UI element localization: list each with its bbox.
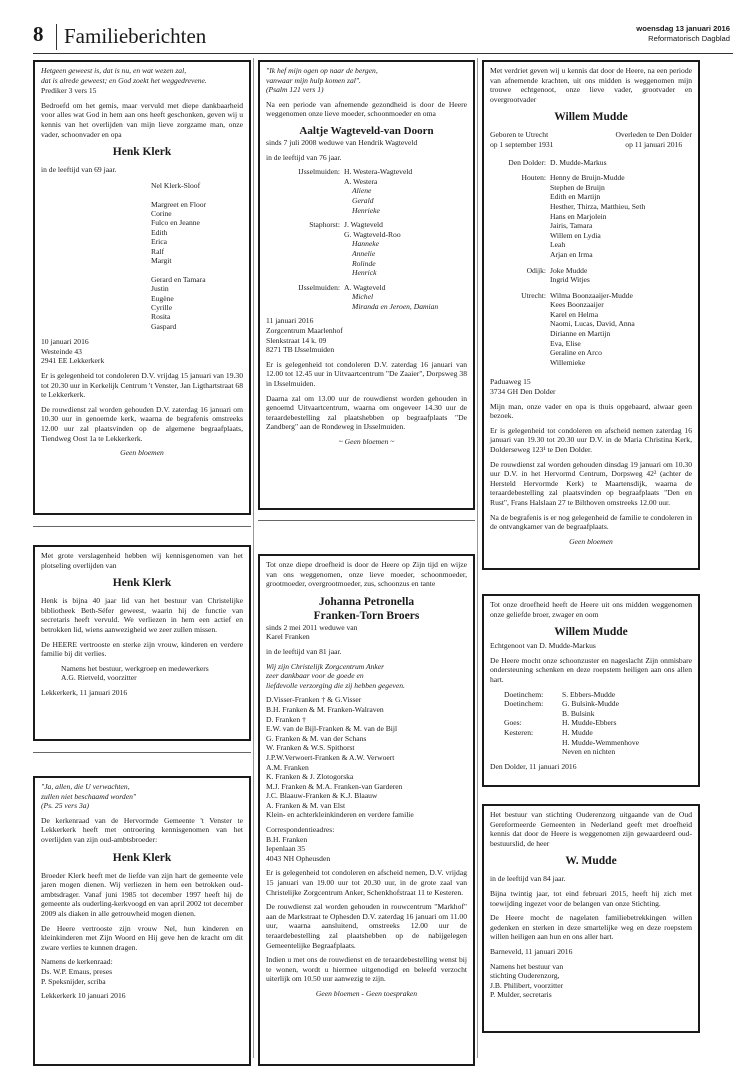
death-notice-franken <box>258 554 475 1066</box>
notice-intro: Met verdriet geven wij u kennis dat door de Heere, na een periode van afnemende krachten, uit ons midden is weggenomen mijn trouwe echtgenoot, onze lieve vader, grootvader en overgrootvader <box>490 66 692 104</box>
age: in de leeftijd van 81 jaar. <box>266 646 342 656</box>
family-list: D.Visser-Franken † & G.Visser B.H. Franken & M. Franken-Walraven D. Franken † E.W. van de Bijl-Franken & M. van de Bijl G. Franken & M. van der Schans W. Franken & W.S. Spithorst J.P.W.Verwoert-Franken & A.W. Verwoert A.M. Franken K. Franken & J. Zlotogorska M.J. Franken & M.A. Franken-van Garderen J.C. Blaauw-Franken & K.J. Blaauw A. Franken & M. van Elst Klein- en achterkleinkinderen en verdere familie <box>266 695 414 820</box>
place-date: Lekkerkerk, 11 januari 2016 <box>41 687 128 697</box>
death-notice-willem-mudde-family <box>482 60 700 570</box>
family-odijk: Odijk: Joke Mudde Ingrid Witjes <box>526 265 590 285</box>
relative-row: Doetinchem: G. Bulsink-Mudde <box>504 699 619 709</box>
bible-quote: Hetgeen geweest is, dat is nu, en wat wezen zal, dat is alrede geweest; en God zoekt het weggedrevene. <box>41 66 207 85</box>
notice-intro: Na een periode van afnemende gezondheid is door de Heere weggenomen onze lieve moeder, schoonmoeder en oma <box>266 99 467 119</box>
death-info: Overleden te Den Dolder op 11 januari 2016 <box>615 130 692 149</box>
service-info: De rouwdienst zal worden gehouden dinsdag 19 januari om 10.30 uur D.V. in het Hervormd Centrum, Dorpsweg 42² (achter de Hersteld Hervormde Kerk) te Maartensdijk, waarna de teraardebestelling zal plaatsvinden op begraafplaats "Den en Rust", Frans Halslaan 27 te Bilthoven omstreeks 12.00 uur. <box>490 459 692 507</box>
relative-row: B. Bulsink <box>562 708 595 718</box>
row-divider <box>258 520 475 521</box>
header-divider <box>56 24 57 50</box>
death-notice-ouderenzorg <box>482 804 700 1033</box>
death-notice-wagteveld <box>258 60 475 510</box>
service-info: De rouwdienst zal worden gehouden D.V. zaterdag 16 januari om 10.30 uur in genoemde kerk, waarna de begrafenis omstreeks 12.00 uur zal plaatsvinden op de algemene begraafplaats, Tiendweg Oost 1a te Lekkerkerk. <box>41 404 243 443</box>
signature: Namens het bestuur, werkgroep en medewerkers A.G. Rietveld, voorzitter <box>61 663 209 683</box>
notice-intro: De kerkenraad van de Hervormde Gemeente 't Venster te Lekkerkerk heeft met ontroering kennisgenomen van het overlijden van zijn oud-ambtsbroeder: <box>41 815 243 844</box>
header-date: woensdag 13 januari 2016 <box>636 24 730 33</box>
deceased-name: W. Mudde <box>565 855 617 868</box>
signature: Namens het bestuur van stichting Ouderenzorg, J.B. Philibert, voorzitter P. Mulder, secretaris <box>490 961 564 1000</box>
birth-death <box>490 130 692 149</box>
notice-intro: Het bestuur van stichting Ouderenzorg uitgaande van de Oud Gereformeerde Gemeenten in Nederland geeft met droefheid kennis dat door de Heere is weggenomen zijn gewaardeerd oud-bestuurslid, de heer <box>490 810 692 848</box>
page-header <box>33 18 733 52</box>
address: 10 januari 2016 Westeinde 43 2941 EE Lekkerkerk <box>41 337 105 366</box>
family-ijsselmuiden-2: IJsselmuiden: A. Wagteveld Michel Miranda en Jeroen, Damian <box>298 282 439 311</box>
body: Henk is bijna 40 jaar lid van het bestuur van Christelijke bibliotheek Beth-Séfer geweest, waarin hij de functie van secretaris heeft vervuld. We verliezen in hem een actief en betrokken lid, wiens aanwezigheid we zeer zullen missen. <box>41 596 243 634</box>
notice-intro: Tot onze droefheid heeft de Heere uit ons midden weggenomen onze geliefde broer, zwager en oom <box>490 600 692 619</box>
condolence-info: Er is gelegenheid tot condoleren en afscheid nemen, D.V. vrijdag 15 januari van 19.00 uur tot 20.30 uur, in de grote zaal van Christelijke Zorgcentrum Anker, Schenkhofstraat 11 te Kesteren. <box>266 868 467 897</box>
deceased-name: Johanna Petronella Franken-Torn Broers <box>313 595 420 622</box>
family-ijsselmuiden-1: IJsselmuiden: H. Westera-Wagteveld A. Westera Aliene Gerald Henrieke <box>298 167 413 215</box>
body: Bijna twintig jaar, tot eind februari 2015, heeft hij zich met toewijding ingezet voor de belangen van onze Stichting. <box>490 888 692 908</box>
wish: De Heere vertrooste zijn vrouw Nel, hun kinderen en kleinkinderen met Zijn Woord en Hij geve hen de kracht om dit zware verlies te kunnen dragen. <box>41 923 243 952</box>
after-funeral-info: Na de begrafenis is er nog gelegenheid de familie te condoleren in de ontvangkamer van de begraafplaats. <box>490 512 692 532</box>
relative-row: Neven en nichten <box>562 747 616 757</box>
spouse-info: Echtgenoot van D. Mudde-Markus <box>490 641 596 651</box>
deceased-name: Henk Klerk <box>112 577 172 590</box>
column-divider <box>477 58 478 1058</box>
deceased-name: Willem Mudde <box>554 111 628 124</box>
notice-intro: Tot onze diepe droefheid is door de Heere op Zijn tijd en wijze van ons weggenomen, onze lieve moeder, schoonmoeder, grootmoeder, overgrootmoeder, zus, schoonzus en tante <box>266 560 467 589</box>
address: 11 januari 2016 Zorgcentrum Maarlenhof Slenkstraat 14 k. 09 8271 TB IJsselmuiden <box>266 316 343 355</box>
family-den-dolder: Den Dolder: D. Mudde-Markus <box>508 157 607 167</box>
notice-intro: Met grote verslagenheid hebben wij kennisgenomen van het plotseling overlijden van <box>41 551 243 570</box>
column-divider <box>253 58 254 1058</box>
no-flowers-no-speeches: Geen bloemen - Geen toespraken <box>315 988 418 998</box>
correspondence-address: Correspondentieadres: B.H. Franken Iepenlaan 35 4043 NH Opheusden <box>266 825 335 863</box>
body: Broeder Klerk heeft met de liefde van zijn hart de gemeente vele jaren mogen dienen. Wij verliezen in hem een betrokken oud-ambtsdrager. Vanaf juni 1985 tot december 1997 heeft hij de gemeente als ouderling-kerkvoogd en van april 2002 tot december 2009 als diaken in alle getrouwheid mogen dienen. <box>41 870 243 918</box>
deceased-name: Aaltje Wagteveld-van Doorn <box>299 124 434 137</box>
header-rule <box>33 53 733 54</box>
bible-reference: (Ps. 25 vers 3a) <box>41 801 90 811</box>
no-flowers: Geen bloemen <box>569 536 613 546</box>
relatives-list <box>490 690 692 757</box>
relative-row: Kesteren: H. Mudde <box>504 727 593 737</box>
row-divider <box>33 526 251 527</box>
home-info: Mijn man, onze vader en opa is thuis opgebaard, alwaar geen bezoek. <box>490 401 692 421</box>
place-date: Lekkerkerk 10 januari 2016 <box>41 991 126 1001</box>
wish: De Heere mocht de nagelaten familiebetrekkingen willen gedenken en sterken in deze smartelijke weg en deze roepstem willen heiligen aan hun en ons aller hart. <box>490 913 692 942</box>
notice-intro: Bedroefd om het gemis, maar vervuld met diepe dankbaarheid voor alles wat God in hem aan ons heeft geschonken, geven wij u kennis van het overlijden van mijn lieve zorgzame man, onze vader, schoonvader en opa <box>41 100 243 139</box>
widow-of: sinds 2 mei 2011 weduwe van Karel Franken <box>266 622 358 642</box>
wish: De HEERE vertrooste en sterke zijn vrouw, kinderen en verdere familie bij dit verlies. <box>41 639 243 659</box>
section-title: Familieberichten <box>64 24 207 48</box>
bible-reference: (Psalm 121 vers 1) <box>266 85 324 95</box>
age: in de leeftijd van 84 jaar. <box>490 874 566 884</box>
no-flowers: Geen bloemen <box>120 448 164 458</box>
age: in de leeftijd van 69 jaar. <box>41 165 117 175</box>
row-divider <box>33 752 251 753</box>
address: Paduaweg 15 3734 GH Den Dolder <box>490 377 556 397</box>
condolence-info: Er is gelegenheid tot condoleren D.V. vrijdag 15 januari van 19.30 tot 20.30 uur in Kerkelijk Centrum 't Venster, Jan Ligthartstraat 68 te Lekkerkerk. <box>41 371 243 400</box>
relative-row: Doetinchem: S. Ebbers-Mudde <box>504 689 616 699</box>
death-notice-willem-mudde-relatives <box>482 594 700 787</box>
relative-row: H. Mudde-Wemmenhove <box>562 737 639 747</box>
age: in de leeftijd van 76 jaar. <box>266 152 342 162</box>
invitation-note: Indien u met ons de rouwdienst en de teraardebestelling wenst bij te wonen, wordt u hiermee uitgenodigd en beleefd verzocht uiterlijk om 10.50 uur aanwezig te zijn. <box>266 955 467 984</box>
deceased-name: Henk Klerk <box>112 851 172 864</box>
condolence-info: Er is gelegenheid tot condoleren en afscheid nemen zaterdag 16 januari van 19.30 tot 20.30 uur D.V. in de Maria Christina Kerk, Dolderseweg 123¹ te Den Dolder. <box>490 425 692 454</box>
service-info: Daarna zal om 13.00 uur de rouwdienst worden gehouden in genoemd Uitvaartcentrum, waarna om ongeveer 14.30 uur de teraardebestelling zal plaatshebben op begraafplaats "De Zandberg" aan de Rondeweg in IJsselmuiden. <box>266 393 467 432</box>
relative-row: Goes: H. Mudde-Ebbers <box>504 718 617 728</box>
family-utrecht: Utrecht: Wilma Boonzaaijer-Mudde Kees Boonzaaijer Karel en Helma Naomi, Lucas, David, Anna Dirianne en Martijn Eva, Elise Geraline en Arco Willemieke <box>521 290 635 367</box>
death-notice-beth-sefer <box>33 545 251 741</box>
condolence-info: Er is gelegenheid tot condoleren D.V. zaterdag 16 januari van 12.00 tot 12.45 uur in Uitvaartcentrum "De Zaaier", Dorpsweg 38 in IJsselmuiden. <box>266 359 467 389</box>
widow-of: sinds 7 juli 2008 weduwe van Hendrik Wagteveld <box>266 137 418 147</box>
thanks: Wij zijn Christelijk Zorgcentrum Anker zeer dankbaar voor de goede en liefdevolle verzorging die zij hebben gegeven. <box>266 661 405 690</box>
signature: Namens de kerkenraad: Ds. W.P. Emaus, preses P. Speksnijder, scriba <box>41 957 113 986</box>
deceased-name: Willem Mudde <box>554 626 628 639</box>
family-list: Nel Klerk-Sloof Margreet en Floor Corine Fulco en Jeanne Edith Erica Ralf Margit Gerard en Tamara Justin Eugène Cyrille Rosita Gaspard <box>151 180 207 331</box>
birth-info: Geboren te Utrecht op 1 september 1931 <box>490 130 554 149</box>
family-houten: Houten: Henny de Bruijn-Mudde Stephen de Bruijn Edith en Martijn Hesther, Thirza, Matthieu, Seth Hans en Marjolein Jairis, Tamara Willem en Lydia Leah Arjan en Irma <box>521 173 646 259</box>
bible-reference: Prediker 3 vers 15 <box>41 86 97 96</box>
deceased-name: Henk Klerk <box>112 146 172 159</box>
bible-quote: "Ik hef mijn ogen op naar de bergen, vanwaar mijn hulp komen zal". <box>266 66 378 85</box>
bible-quote: "Ja, allen, die U verwachten, zullen niet beschaamd worden" <box>41 782 137 801</box>
body: De Heere mocht onze schoonzuster en nageslacht Zijn onmisbare ondersteuning schenken en deze roepstem heiligen aan ons allen hart. <box>490 655 692 684</box>
death-notice-henk-klerk-family <box>33 60 251 515</box>
no-flowers: ~ Geen bloemen ~ <box>338 437 395 446</box>
service-info: De rouwdienst zal worden gehouden in rouwcentrum "Markhof" aan de Markstraat te Ophesden D.V. zaterdag 16 januari om 11.00 uur, waarna aansluitend, omstreeks 12.00 uur de teraardebestelling zal plaatshebben op de nabijgelegen Gemeentelijke Begraafplaats. <box>266 902 467 950</box>
death-notice-kerkenraad <box>33 776 251 1066</box>
header-paper: Reformatorisch Dagblad <box>648 34 730 43</box>
page-number: 8 <box>33 22 44 46</box>
place-date: Den Dolder, 11 januari 2016 <box>490 761 577 771</box>
place-date: Barneveld, 11 januari 2016 <box>490 946 573 956</box>
family-staphorst: Staphorst: J. Wagteveld G. Wagteveld-Roo Hanneke Annelie Rolinde Henrick <box>309 220 401 278</box>
